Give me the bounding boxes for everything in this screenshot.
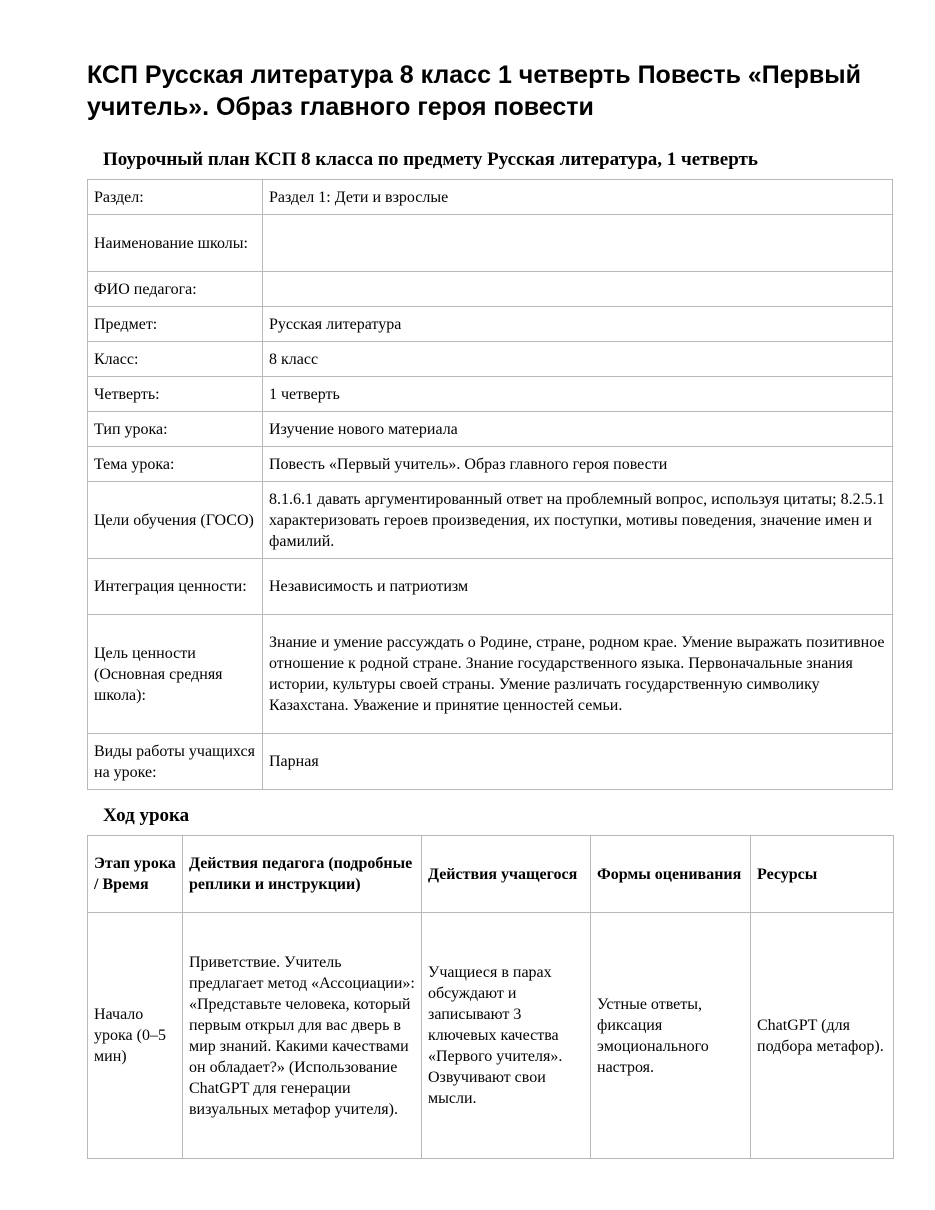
table-row — [88, 215, 893, 272]
table-row — [88, 272, 893, 307]
lesson-heading: Ход урока — [103, 805, 190, 826]
row-value: Парная — [263, 734, 893, 790]
row-value: Повесть «Первый учитель». Образ главного героя повести — [263, 447, 893, 482]
table-header-row — [88, 836, 894, 913]
cell-stage: Начало урока (0–5 мин) — [88, 913, 183, 1159]
table-row — [88, 447, 893, 482]
row-label: Класс: — [88, 342, 263, 377]
cell-teacher-actions: Приветствие. Учитель предлагает метод «Ассоциации»: «Представьте человека, который первым открыл для вас дверь в мир знаний. Какими качествами он обладает?» (Использование ChatGPT для генерации визуальных метафор учителя). — [183, 913, 422, 1159]
document-title: КСП Русская литература 8 класс 1 четверть Повесть «Первый учитель». Образ главного героя повести — [87, 61, 862, 121]
row-label: Тип урока: — [88, 412, 263, 447]
plan-info-table — [87, 179, 893, 790]
cell-resources: ChatGPT (для подбора метафор). — [751, 913, 894, 1159]
lesson-flow-table — [87, 835, 894, 1159]
column-header-resources: Ресурсы — [751, 836, 894, 913]
row-value: 1 четверть — [263, 377, 893, 412]
table-row — [88, 482, 893, 559]
column-header-stage: Этап урока / Время — [88, 836, 183, 913]
table-row — [88, 412, 893, 447]
column-header-assessment: Формы оценивания — [591, 836, 751, 913]
row-label: Цели обучения (ГОСО) — [88, 482, 263, 559]
table-row — [88, 615, 893, 734]
row-label: ФИО педагога: — [88, 272, 263, 307]
row-label: Тема урока: — [88, 447, 263, 482]
row-value: Русская литература — [263, 307, 893, 342]
row-label: Цель ценности (Основная средняя школа): — [88, 615, 263, 734]
row-value: Раздел 1: Дети и взрослые — [263, 180, 893, 215]
column-header-teacher-actions: Действия педагога (подробные реплики и инструкции) — [183, 836, 422, 913]
table-row — [88, 180, 893, 215]
row-value: 8 класс — [263, 342, 893, 377]
plan-heading: Поурочный план КСП 8 класса по предмету Русская литература, 1 четверть — [103, 149, 758, 170]
row-label: Четверть: — [88, 377, 263, 412]
row-label: Интеграция ценности: — [88, 559, 263, 615]
table-row — [88, 913, 894, 1159]
row-value: 8.1.6.1 давать аргументированный ответ на проблемный вопрос, используя цитаты; 8.2.5.1 характеризовать героев произведения, их поступки, мотивы поведения, значение имен и фамилий. — [263, 482, 893, 559]
row-label: Виды работы учащихся на уроке: — [88, 734, 263, 790]
row-value: Знание и умение рассуждать о Родине, стране, родном крае. Умение выражать позитивное отношение к родной стране. Знание государственного языка. Первоначальные знания истории, культуры своей страны. Умение различать государственную символику Казахстана. Уважение и принятие ценностей семьи. — [263, 615, 893, 734]
table-row — [88, 342, 893, 377]
row-value: Независимость и патриотизм — [263, 559, 893, 615]
cell-student-actions: Учащиеся в парах обсуждают и записывают 3 ключевых качества «Первого учителя». Озвучивают свои мысли. — [422, 913, 591, 1159]
table-row — [88, 307, 893, 342]
row-value — [263, 215, 893, 272]
row-label: Раздел: — [88, 180, 263, 215]
row-value — [263, 272, 893, 307]
row-value: Изучение нового материала — [263, 412, 893, 447]
row-label: Наименование школы: — [88, 215, 263, 272]
row-label: Предмет: — [88, 307, 263, 342]
column-header-student-actions: Действия учащегося — [422, 836, 591, 913]
table-row — [88, 734, 893, 790]
cell-assessment: Устные ответы, фиксация эмоционального настроя. — [591, 913, 751, 1159]
table-row — [88, 377, 893, 412]
table-row — [88, 559, 893, 615]
